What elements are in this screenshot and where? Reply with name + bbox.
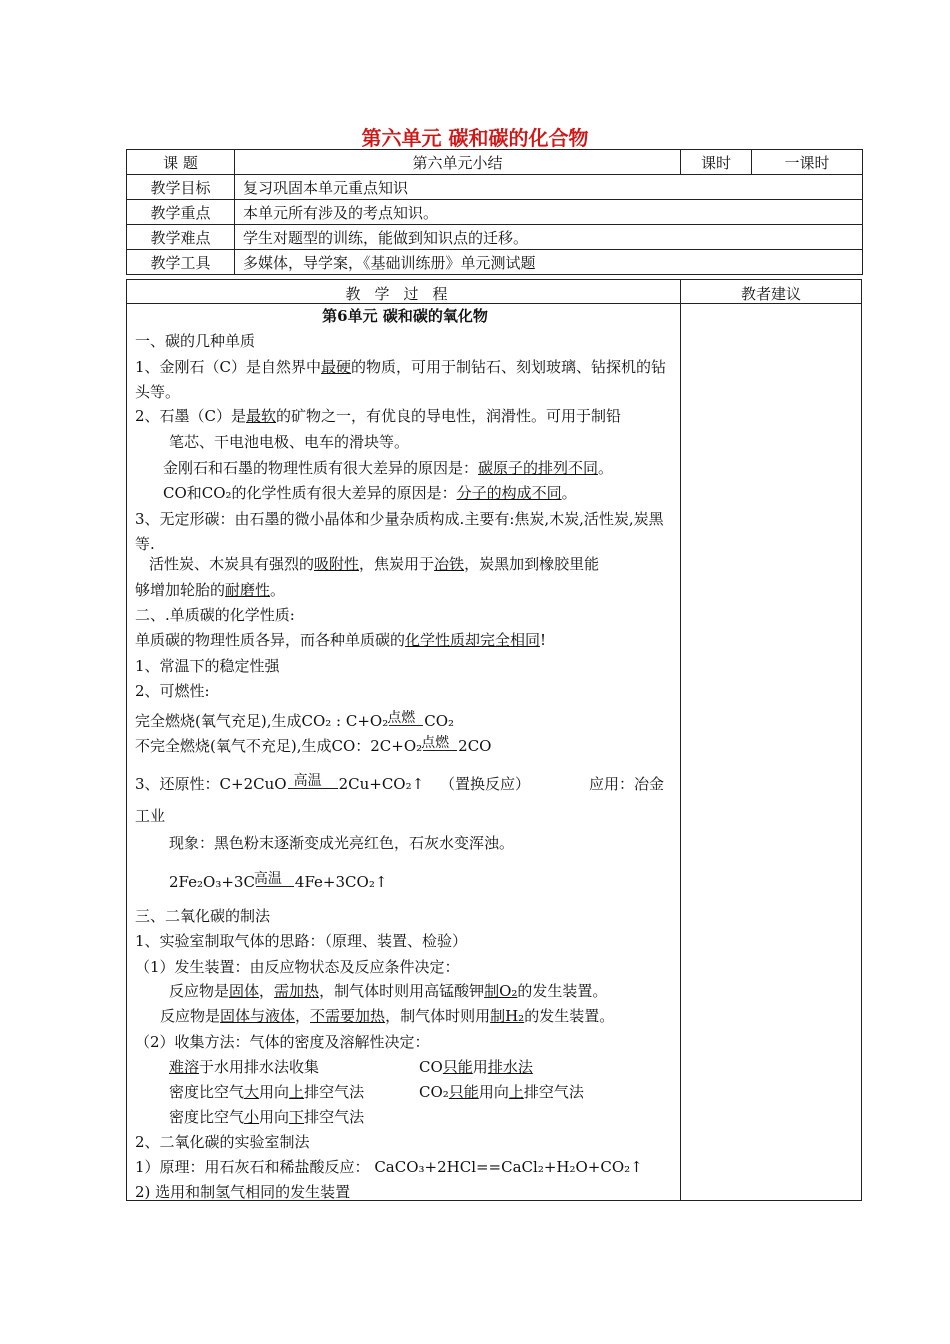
incomplete-combustion-equation: 不完全燃烧(氧气不充足),生成CO：2C+O₂ 点燃 2CO bbox=[135, 735, 492, 755]
solid-liquid: 反应物是固体与液体，不需要加热，制气体时则用制H₂的发生装置。 bbox=[160, 1007, 615, 1025]
iron-reduction-equation: 2Fe₂O₃+3C 高温 4Fe+3CO₂↑ bbox=[169, 871, 388, 891]
co-collection: CO只能用排水法 bbox=[419, 1058, 533, 1076]
co2-lab-preparation: 2、二氧化碳的实验室制法 bbox=[135, 1133, 310, 1151]
displacement-note: （置换反应） bbox=[440, 775, 531, 793]
activated-carbon-uses: 活性炭、木炭具有强烈的吸附性，焦炭用于冶铁，炭黑加到橡胶里能 bbox=[149, 555, 600, 573]
reaction-arrow: 点燃 bbox=[423, 750, 457, 751]
device-selection: 2) 选用和制氢气相同的发生装置 bbox=[135, 1183, 351, 1201]
course-label: 课 题 bbox=[127, 150, 235, 175]
chemical-difference: CO和CO₂的化学性质有很大差异的原因是：分子的构成不同。 bbox=[163, 484, 577, 502]
combustibility-item: 2、可燃性: bbox=[135, 682, 210, 700]
section-2-heading: 二、.单质碳的化学性质: bbox=[135, 606, 295, 624]
document-title: 第六单元 碳和碳的化合物 bbox=[361, 126, 589, 150]
reduction-equation: 3、还原性：C+2CuO 高温 2Cu+CO₂↑ bbox=[135, 773, 425, 793]
section-3-heading: 三、二氧化碳的制法 bbox=[135, 907, 271, 925]
generator-device: （1）发生装置：由反应物状态及反应条件决定： bbox=[135, 958, 460, 976]
amorphous-carbon: 3、无定形碳：由石墨的微小晶体和少量杂质构成.主要有:焦炭,木炭,活性炭,炭黑等. bbox=[135, 510, 664, 553]
phenomenon-text: 现象：黑色粉末逐渐变成光亮红色，石灰水变浑浊。 bbox=[169, 834, 515, 852]
hours-value: 一课时 bbox=[752, 150, 863, 175]
tools-value: 多媒体，导学案，《基础训练册》单元测试题 bbox=[235, 250, 863, 275]
tools-row bbox=[127, 250, 863, 275]
physical-difference: 金刚石和石墨的物理性质有很大差异的原因是：碳原子的排列不同。 bbox=[163, 459, 614, 477]
application-label: 应用：冶金 bbox=[589, 775, 665, 793]
goal-row bbox=[127, 175, 863, 200]
lesson-header-table bbox=[126, 149, 863, 275]
difficulty-row bbox=[127, 225, 863, 250]
stability-item: 1、常温下的稳定性强 bbox=[135, 657, 280, 675]
application-industry: 工业 bbox=[135, 807, 166, 825]
hours-label: 课时 bbox=[681, 150, 752, 175]
diamond-text: 1、金刚石（C）是自然界中最硬的物质，可用于制钻石、刻划玻璃、钻探机的钻头等。 bbox=[135, 358, 667, 401]
solid-heating: 反应物是固体，需加热，制气体时则用高锰酸钾制O₂的发生装置。 bbox=[169, 982, 608, 1000]
course-value: 第六单元小结 bbox=[235, 150, 681, 175]
focus-label: 教学重点 bbox=[127, 200, 235, 225]
goal-value: 复习巩固本单元重点知识 bbox=[235, 175, 863, 200]
complete-combustion-equation: 完全燃烧(氧气充足),生成CO₂ : C+O₂ 点燃 CO₂ bbox=[135, 710, 455, 730]
section-1-heading: 一、碳的几种单质 bbox=[135, 332, 256, 350]
chemical-property-note: 单质碳的物理性质各异，而各种单质碳的化学性质却完全相同! bbox=[135, 631, 547, 649]
principle-equation: 1）原理：用石灰石和稀盐酸反应： CaCO₃+2HCl==CaCl₂+H₂O+CO₂↑ bbox=[135, 1158, 643, 1176]
unit-title: 第6单元 碳和碳的氧化物 bbox=[322, 307, 488, 325]
reaction-arrow: 高温 bbox=[288, 788, 338, 789]
reaction-arrow: 高温 bbox=[256, 886, 294, 887]
process-heading: 教学过程 bbox=[345, 285, 462, 303]
carbon-black-uses: 够增加轮胎的耐磨性。 bbox=[135, 581, 286, 599]
tools-label: 教学工具 bbox=[127, 250, 235, 275]
reaction-arrow: 点燃 bbox=[389, 725, 423, 726]
insoluble-collection: 难溶于水用排水法收集 bbox=[169, 1058, 320, 1076]
focus-value: 本单元所有涉及的考点知识。 bbox=[235, 200, 863, 225]
lighter-collection: 密度比空气小用向下排空气法 bbox=[169, 1108, 365, 1126]
graphite-text: 2、石墨（C）是最软的矿物之一，有优良的导电性，润滑性。可用于制铅 bbox=[135, 407, 622, 425]
column-divider bbox=[680, 280, 681, 1200]
focus-row bbox=[127, 200, 863, 225]
goal-label: 教学目标 bbox=[127, 175, 235, 200]
graphite-text-2: 笔芯、干电池电极、电车的滑块等。 bbox=[169, 433, 410, 451]
co2-collection: CO₂只能用向上排空气法 bbox=[419, 1083, 584, 1101]
collection-method: （2）收集方法：气体的密度及溶解性决定： bbox=[135, 1033, 430, 1051]
denser-collection: 密度比空气大用向上排空气法 bbox=[169, 1083, 365, 1101]
difficulty-value: 学生对题型的训练，能做到知识点的迁移。 bbox=[235, 225, 863, 250]
course-row bbox=[127, 150, 863, 175]
lab-gas-approach: 1、实验室制取气体的思路：（原理、装置、检验） bbox=[135, 932, 468, 950]
suggestion-heading: 教者建议 bbox=[740, 285, 801, 303]
difficulty-label: 教学难点 bbox=[127, 225, 235, 250]
